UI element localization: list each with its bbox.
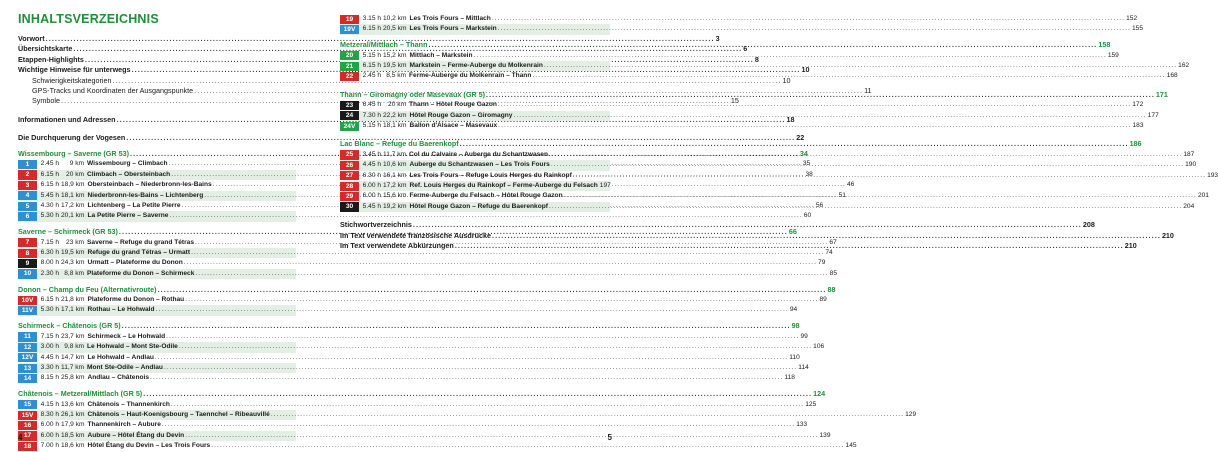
stage-row[interactable] — [340, 121, 1144, 131]
stage-row[interactable] — [18, 295, 827, 305]
stage-label: Plateforme du Donon – Schirmeck — [87, 269, 195, 277]
stage-page: 193 — [1207, 171, 1218, 179]
section-heading[interactable] — [18, 389, 826, 399]
stage-distance: 17,1 km — [61, 306, 85, 314]
entry-page: 210 — [1161, 230, 1174, 240]
leader-dots — [455, 241, 1124, 251]
stage-number-badge: 30 — [340, 202, 359, 211]
section-title: Donon – Champ du Feu (Alternativroute) — [18, 284, 157, 294]
stage-page: 94 — [789, 306, 798, 314]
stage-label: Hôtel Rouge Gazon – Refuge du Baerenkopf — [409, 202, 548, 210]
section-title: Châtenois – Metzeral/Mittlach (GR 5) — [18, 389, 143, 399]
entry-text: Vorwort — [18, 34, 45, 43]
continued-stages — [340, 14, 1144, 35]
stage-duration: 6.15 h — [362, 62, 381, 70]
stage-page: 183 — [1132, 122, 1144, 130]
stage-distance: 18,5 km — [61, 431, 85, 439]
stage-distance: 20 km — [66, 170, 84, 178]
stage-page: 145 — [845, 442, 857, 450]
stage-label: Ballon d'Alsace – Masevaux — [409, 122, 498, 130]
stage-duration: 6.15 h — [362, 25, 381, 33]
stage-distance: 18,9 km — [61, 181, 85, 189]
page-number-right: 5 — [607, 433, 612, 442]
leader-dots — [573, 171, 1206, 181]
entry-text: Schwierigkeitskategorien — [32, 75, 112, 85]
leader-dots — [513, 111, 1146, 121]
stage-number-badge: 7 — [18, 238, 37, 247]
entry-text: Stichwortverzeichnis — [340, 220, 412, 230]
stage-page: 129 — [905, 411, 917, 418]
stage-distance: 8,5 km — [386, 72, 406, 80]
stage-label: Aubure – Hôtel Étang du Devin — [87, 431, 185, 439]
section-title: Metzeral/Mittlach – Thann — [340, 40, 428, 50]
entry-text: Symbole — [32, 96, 60, 106]
section-title: Wissembourg – Saverne (GR 53) — [18, 149, 129, 159]
stage-page: 177 — [1147, 111, 1159, 119]
stage-duration: 4.45 h — [362, 161, 381, 169]
stage-duration: 6.00 h — [40, 421, 59, 429]
spacer — [340, 131, 610, 139]
stage-distance: 10,2 km — [383, 15, 407, 22]
stage-number-badge: 14 — [18, 374, 37, 383]
stage-row[interactable] — [340, 51, 1119, 61]
leader-dots — [564, 191, 1197, 201]
stage-duration: 4.45 h — [40, 353, 59, 361]
stage-duration: 3.00 h — [40, 343, 59, 351]
section-page: 34 — [799, 149, 808, 159]
entry-page: 6 — [743, 44, 748, 54]
stage-page: 110 — [789, 353, 800, 361]
stage-label: Urmatt – Plateforme du Donon — [87, 259, 183, 267]
stage-row[interactable] — [18, 420, 808, 430]
stage-duration: 3.45 h — [362, 150, 381, 158]
stage-row[interactable] — [18, 211, 812, 221]
entry-text: Informationen und Adressen — [18, 114, 116, 124]
leader-dots — [498, 24, 1131, 34]
entry-text: Die Durchquerung der Vogesen — [18, 133, 126, 143]
entry-text: Wichtige Hinweise für unterwegs — [18, 65, 131, 75]
stage-label: Thannenkirch – Aubure — [87, 421, 161, 429]
stage-label: Lichtenberg – La Petite Pierre — [87, 201, 181, 209]
section-heading[interactable] — [18, 284, 836, 295]
stage-distance: 19,5 km — [383, 62, 407, 70]
section-heading[interactable] — [18, 321, 800, 331]
leader-dots — [498, 100, 1131, 110]
stage-number-badge: 11V — [18, 306, 37, 315]
stage-row[interactable] — [18, 431, 831, 441]
stage-page: 162 — [1178, 62, 1190, 70]
stage-label: Les Trois Fours – Markstein — [409, 25, 497, 33]
stage-distance: 22,2 km — [383, 111, 407, 119]
stage-distance: 21,8 km — [61, 296, 85, 304]
stage-page: 79 — [818, 259, 826, 267]
stage-number-badge: 12 — [18, 343, 37, 352]
stage-row[interactable] — [18, 373, 795, 383]
entry-page: 208 — [1082, 220, 1095, 230]
stage-number-badge: 28 — [340, 182, 359, 191]
stage-duration: 8.00 h — [40, 259, 59, 267]
stage-number-badge: 12V — [18, 353, 37, 362]
stage-number-badge: 20 — [340, 51, 359, 60]
stage-row[interactable] — [340, 181, 610, 191]
stage-page: 56 — [815, 201, 824, 209]
stage-page: 51 — [838, 191, 846, 199]
stage-number-badge: 13 — [18, 364, 37, 373]
stage-number-badge: 25 — [340, 150, 359, 159]
entry-page: 10 — [801, 65, 810, 75]
stage-distance: 9,8 km — [64, 343, 84, 351]
stage-number-badge: 2 — [18, 170, 37, 179]
stage-distance: 11,7 km — [383, 150, 406, 158]
stage-number-badge: 19V — [340, 25, 359, 34]
stage-page: 118 — [784, 374, 795, 382]
stage-duration: 2.45 h — [40, 160, 59, 168]
section-page: 158 — [1098, 40, 1111, 50]
stage-row[interactable] — [18, 363, 809, 373]
stage-number-badge: 19 — [340, 15, 359, 24]
stage-number-badge: 11 — [18, 332, 37, 341]
stage-page: 201 — [1197, 192, 1209, 200]
stage-number-badge: 17 — [18, 431, 37, 440]
stage-label: Châtenois – Haut-Koenigsbourg – Taennchel – Ribeauvillé — [87, 411, 270, 418]
stage-distance: 10,6 km — [383, 161, 407, 169]
stage-number-badge: 26 — [340, 161, 359, 170]
stage-number-badge: 24V — [340, 122, 359, 131]
stage-label: Ref. Louis Herges du Rainkopf – Ferme-Auberge du Felsach — [409, 181, 598, 189]
stage-label: Auberge du Schantzwasen – Les Trois Fours — [409, 161, 550, 169]
stage-page: 89 — [819, 296, 827, 304]
leader-dots — [486, 90, 1155, 100]
stage-duration: 2.30 h — [40, 269, 59, 277]
stage-duration: 4.30 h — [40, 201, 59, 209]
stage-duration: 3.15 h — [362, 15, 381, 22]
stage-distance: 18,1 km — [383, 122, 407, 130]
section-title: Schirmeck – Châtenois (GR 5) — [18, 321, 121, 331]
spacer — [340, 82, 610, 90]
stage-page: 85 — [829, 269, 838, 277]
stage-page: 159 — [1107, 51, 1119, 59]
stage-distance: 9 km — [69, 160, 84, 168]
stage-distance: 14,7 km — [61, 353, 85, 361]
stage-label: Markstein – Ferme-Auberge du Molkenrain — [409, 62, 543, 70]
stage-distance: 20,1 km — [61, 212, 85, 220]
stage-page: 197 — [599, 181, 611, 189]
stage-number-badge: 16 — [18, 421, 37, 430]
stage-distance: 16,1 km — [383, 171, 407, 179]
stage-row[interactable] — [18, 248, 833, 258]
stage-duration: 6.30 h — [362, 171, 381, 179]
stage-label: Thann – Hôtel Rouge Gazon — [409, 101, 497, 109]
page-number-left: 4 — [18, 433, 23, 442]
stage-row[interactable] — [18, 400, 817, 410]
stage-row[interactable] — [18, 305, 798, 315]
stage-label: Niederbronn-les-Bains – Lichtenberg — [87, 191, 204, 199]
stage-label: Le Hohwald – Andlau — [87, 353, 154, 361]
leader-dots — [549, 150, 1182, 160]
stage-duration: 5.45 h — [362, 202, 381, 210]
stage-row[interactable] — [18, 410, 917, 420]
leader-dots — [498, 121, 1131, 131]
stage-duration: 6.00 h — [40, 431, 59, 439]
stage-number-badge: 18 — [18, 442, 37, 451]
stage-label: Le Hohwald – Mont Ste-Odile — [87, 343, 178, 351]
stage-duration: 5.45 h — [40, 191, 59, 199]
stage-distance: 15,2 km — [383, 51, 407, 59]
section-page: 88 — [827, 284, 836, 294]
stage-duration: 7.30 h — [362, 111, 381, 119]
stage-page: 35 — [802, 160, 811, 168]
stage-duration: 6.15 h — [40, 296, 59, 304]
entry-text: Im Text verwendete französische Ausdrücke — [340, 230, 491, 240]
stage-number-badge: 22 — [340, 72, 359, 81]
stage-label: Refuge du grand Tétras – Urmatt — [87, 249, 191, 257]
stage-label: Hôtel Étang du Devin – Les Trois Fours — [87, 442, 211, 450]
stage-duration: 5.15 h — [362, 51, 381, 59]
stage-label: Andlau – Châtenois — [87, 374, 150, 382]
stage-duration: 7.15 h — [40, 238, 59, 246]
section-page: 171 — [1155, 89, 1168, 99]
stage-number-badge: 23 — [340, 101, 359, 110]
stage-label: Plateforme du Donon – Rothau — [87, 296, 185, 304]
stage-distance: 19,5 km — [61, 249, 85, 257]
stage-page: 204 — [1183, 202, 1195, 210]
stage-duration: 6.15 h — [40, 181, 59, 189]
stage-distance: 17,9 km — [61, 421, 85, 429]
stage-number-badge: 5 — [18, 202, 37, 211]
entry-page: 10 — [782, 75, 791, 85]
section-title: Saverne – Schirmeck (GR 53) — [18, 227, 118, 237]
stage-page: 125 — [805, 400, 817, 408]
stage-row[interactable] — [18, 269, 838, 279]
leader-dots — [474, 51, 1107, 61]
stage-duration: 6.00 h — [362, 192, 381, 200]
stage-number-badge: 8 — [18, 249, 37, 258]
leader-dots — [532, 71, 1165, 81]
stage-page: 74 — [825, 249, 833, 257]
stage-duration: 8.15 h — [40, 374, 59, 382]
stage-number-badge: 27 — [340, 171, 359, 180]
stage-page: 190 — [1185, 161, 1197, 169]
stage-distance: 17,2 km — [383, 181, 407, 189]
stage-label: Hôtel Rouge Gazon – Giromagny — [409, 111, 513, 119]
leader-dots — [551, 160, 1184, 170]
stage-label: Mont Ste-Odile – Andlau — [87, 363, 163, 371]
stage-label: Rothau – Le Hohwald — [87, 306, 155, 314]
stage-page: 133 — [796, 421, 808, 429]
stage-row[interactable] — [18, 353, 800, 363]
leader-dots — [413, 220, 1082, 230]
entry-page: 8 — [754, 54, 759, 64]
leader-dots — [549, 202, 1182, 212]
stage-row[interactable] — [18, 332, 808, 342]
stage-label: Les Trois Fours – Refuge Louis Herges du Rainkopf — [409, 171, 572, 179]
stage-label: Saverne – Refuge du grand Tétras — [87, 238, 194, 246]
entry-text: Etappen-Highlights — [18, 54, 84, 64]
stage-number-badge: 10 — [18, 269, 37, 278]
stage-duration: 5.30 h — [40, 306, 59, 314]
stage-duration: 3.30 h — [40, 363, 59, 371]
stage-label: Obersteinbach – Niederbronn-les-Bains — [87, 181, 212, 189]
entry-page: 18 — [786, 114, 795, 124]
section-title: Thann – Giromagny oder Masevaux (GR 5) — [340, 89, 485, 99]
toc-entry[interactable] — [18, 34, 720, 44]
entry-text: GPS-Tracks und Koordinaten der Ausgangspunkte — [32, 85, 194, 95]
stage-duration: 5.30 h — [40, 212, 59, 220]
stage-label: Mittlach – Markstein — [409, 51, 473, 59]
stage-duration: 8.30 h — [40, 411, 59, 418]
stage-duration: 4.15 h — [40, 400, 59, 408]
entry-page: 15 — [730, 96, 739, 106]
entry-page: 22 — [796, 133, 805, 143]
stage-row[interactable] — [340, 150, 1195, 160]
stage-number-badge: 21 — [340, 62, 359, 71]
stage-number-badge: 9 — [18, 259, 37, 268]
stage-number-badge: 1 — [18, 160, 37, 169]
stage-distance: 15,6 km — [383, 192, 407, 200]
stage-row[interactable] — [18, 258, 826, 268]
entry-page: 11 — [864, 85, 872, 95]
stage-duration: 6.30 h — [40, 249, 59, 257]
entry-text: Übersichtskarte — [18, 44, 73, 54]
leader-dots — [428, 40, 1097, 50]
stage-row[interactable] — [18, 441, 857, 451]
stage-page: 187 — [1183, 150, 1195, 158]
stage-page: 60 — [803, 212, 812, 220]
stage-label: Schirmeck – Le Hohwald — [87, 332, 166, 340]
stage-label: Ferme-Auberge du Molkenrain – Thann — [409, 72, 532, 80]
entry-page: 3 — [715, 34, 720, 43]
stage-distance: 23 km — [66, 238, 84, 246]
section-heading[interactable] — [340, 139, 1142, 149]
stage-label: La Petite Pierre – Saverne — [87, 212, 169, 220]
section-page: 98 — [791, 321, 800, 331]
stage-distance: 23,7 km — [61, 332, 85, 340]
stage-label: Wissembourg – Climbach — [87, 160, 168, 168]
leader-dots — [544, 61, 1177, 71]
stage-distance: 8,8 km — [64, 269, 84, 277]
stage-distance: 19,2 km — [383, 202, 407, 210]
leader-dots — [460, 139, 1129, 149]
stage-duration: 6.45 h — [362, 101, 381, 109]
section-page: 124 — [813, 389, 826, 399]
stage-row[interactable] — [18, 342, 825, 352]
stage-number-badge: 29 — [340, 192, 359, 201]
stage-page: 172 — [1132, 101, 1144, 109]
stage-distance: 17,2 km — [61, 201, 85, 209]
stage-number-badge: 4 — [18, 191, 37, 200]
stage-number-badge: 15V — [18, 411, 37, 420]
stage-page: 168 — [1166, 72, 1178, 80]
leader-dots — [492, 231, 1161, 241]
stage-distance: 18,6 km — [61, 442, 85, 450]
stage-number-badge: 10V — [18, 296, 37, 305]
toc-entry[interactable] — [340, 220, 1095, 230]
stage-distance: 25,8 km — [61, 374, 85, 382]
stage-distance: 11,7 km — [61, 363, 84, 371]
stage-label: Col du Calvaire – Auberge du Schantzwasen — [409, 150, 548, 158]
stage-label: Châtenois – Thannenkirch — [87, 400, 170, 408]
stage-label: Ferme-Auberge du Felsach – Hôtel Rouge Gazon — [409, 192, 563, 200]
stage-number-badge: 3 — [18, 181, 37, 190]
stage-distance: 18,1 km — [61, 191, 85, 199]
entry-text: Im Text verwendete Abkürzungen — [340, 240, 454, 250]
section-page: 186 — [1129, 139, 1142, 149]
stage-page: 46 — [847, 181, 855, 189]
stage-page: 99 — [800, 332, 808, 340]
stage-label: Climbach – Obersteinbach — [87, 170, 171, 178]
stage-number-badge: 24 — [340, 111, 359, 120]
stage-duration: 5.15 h — [362, 122, 381, 130]
stage-distance: 24,3 km — [61, 259, 85, 267]
stage-page: 114 — [798, 363, 809, 371]
stage-page: 152 — [1126, 15, 1138, 22]
stage-distance: 13,6 km — [61, 400, 85, 408]
stage-duration: 2.45 h — [362, 72, 381, 80]
stage-distance: 20 km — [388, 101, 406, 109]
stage-label: Les Trois Fours – Mittlach — [409, 15, 491, 22]
stage-page: 155 — [1132, 25, 1144, 33]
section-heading[interactable] — [340, 40, 1111, 50]
section-title: Lac Blanc – Refuge du Baerenkopf — [340, 139, 459, 149]
toc-heading: INHALTSVERZEICHNIS — [18, 12, 159, 26]
stage-page: 139 — [819, 431, 831, 439]
stage-distance: 26,1 km — [61, 411, 85, 418]
stage-number-badge: 15 — [18, 400, 37, 409]
section-page: 66 — [788, 227, 797, 237]
stage-distance: 20,5 km — [383, 25, 407, 33]
stage-page: 38 — [805, 170, 813, 178]
stage-number-badge: 6 — [18, 212, 37, 221]
entry-page: 210 — [1124, 240, 1137, 250]
stage-duration: 6.15 h — [40, 170, 59, 178]
stage-duration: 7.00 h — [40, 442, 59, 450]
stage-row[interactable] — [340, 24, 1144, 34]
stage-page: 67 — [829, 238, 837, 246]
stage-duration: 6.00 h — [362, 181, 381, 189]
stage-page: 106 — [813, 343, 825, 351]
stage-row[interactable] — [340, 14, 1138, 24]
leader-dots — [492, 14, 1125, 24]
toc-entry-durchquerung[interactable] — [18, 133, 805, 143]
stage-duration: 7.15 h — [40, 332, 59, 340]
